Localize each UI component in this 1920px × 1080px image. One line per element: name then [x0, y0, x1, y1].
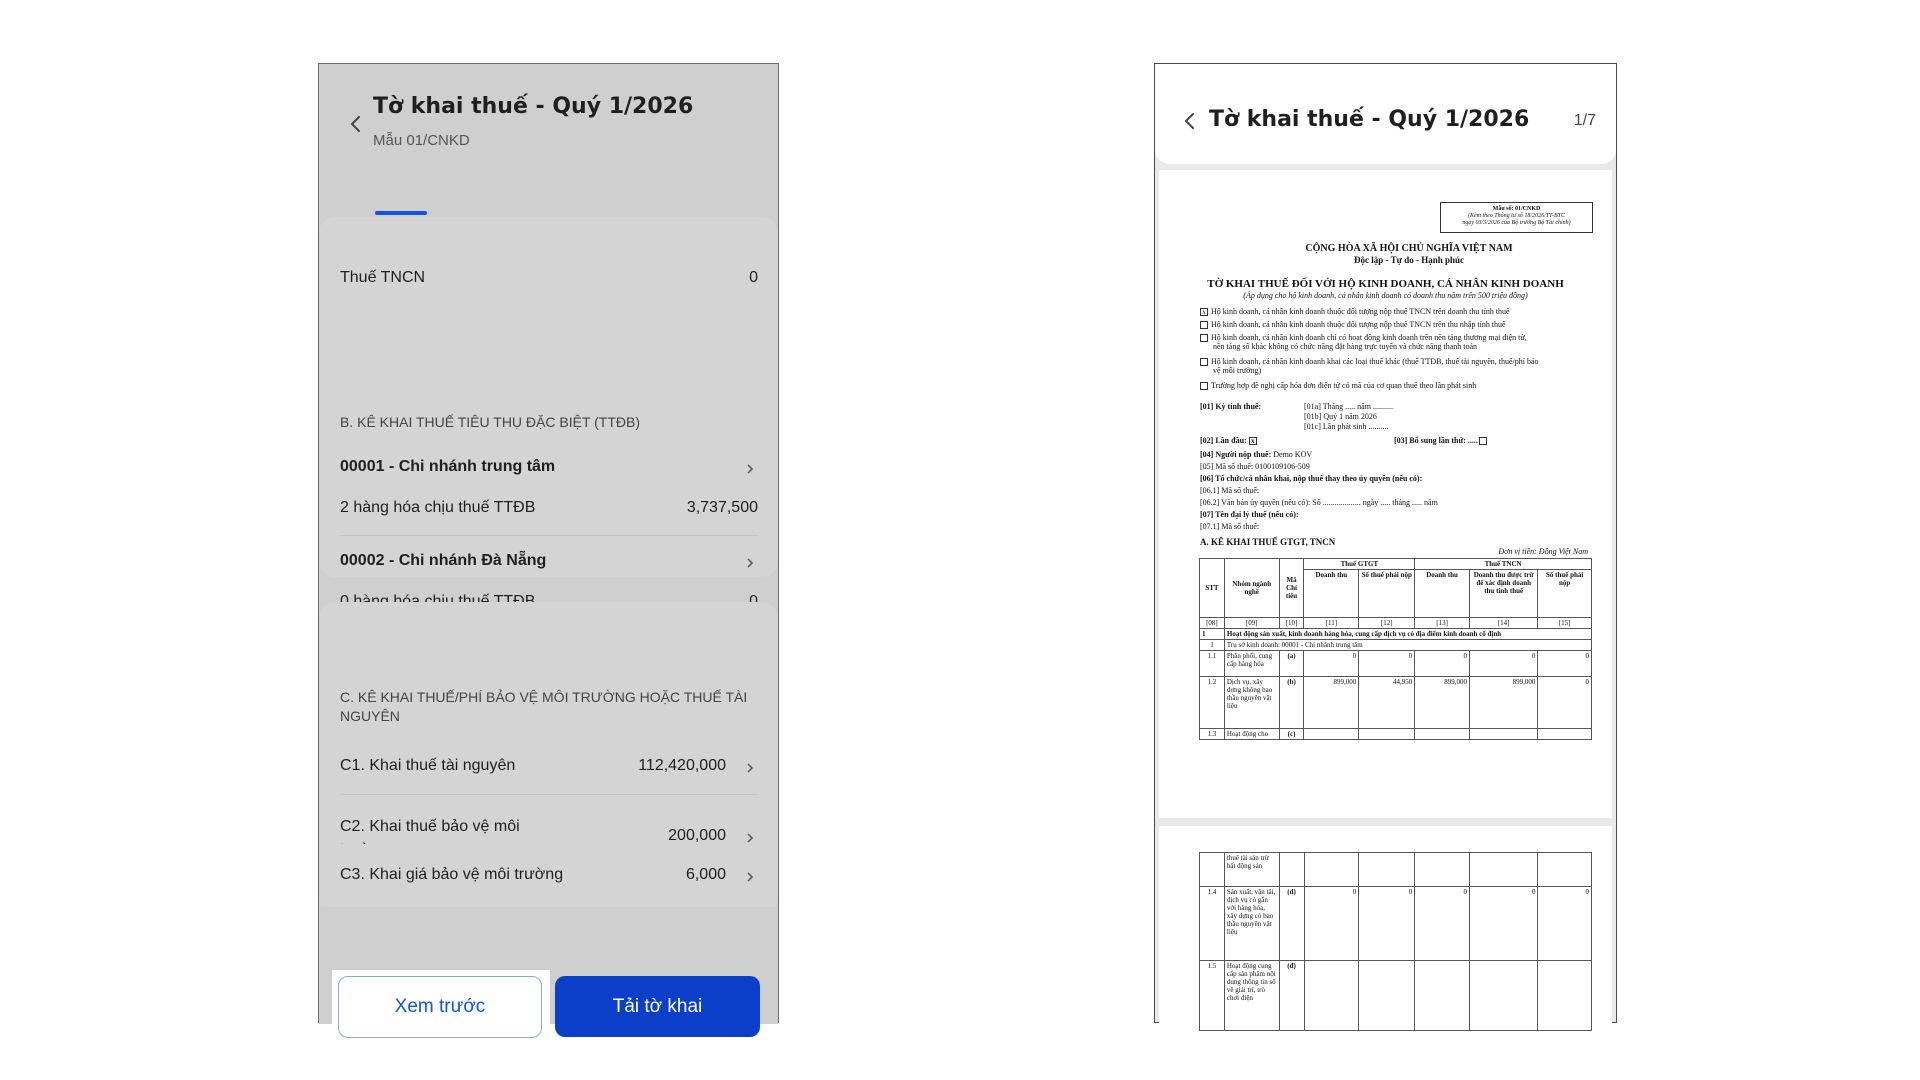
branch-detail-label: 2 hàng hóa chịu thuế TTĐB [340, 499, 536, 516]
cell-value: 0 [1415, 651, 1470, 677]
form-note: (Kèm theo Thông tư số 18/2026/TT-BTC [1467, 213, 1565, 219]
cell-value [1415, 853, 1470, 887]
cell-name: Sản xuất, vận tải, dịch vụ có gắn với hàng hóa, xây dựng có bao thầu nguyên vật liệu [1224, 887, 1279, 961]
cell-value: 899,000 [1415, 677, 1470, 729]
preview-header [1155, 64, 1616, 164]
download-button[interactable]: Tải tờ khai [555, 976, 760, 1037]
chevron-right-icon [744, 832, 756, 844]
cell-value: 0 [1538, 887, 1592, 961]
c2-label: C2. Khai thuế bảo vệ môi [340, 818, 520, 835]
checkbox-text: Hộ kinh doanh, cá nhân kinh doanh thuộc đối tượng nộp thuế TNCN trên doanh thu tính thuế [1211, 307, 1510, 316]
chevron-right-icon [744, 557, 756, 569]
cell-name: thuê tài sản trừ bất động sản [1224, 853, 1279, 887]
cell-code: (a) [1279, 651, 1304, 677]
cell-value: 0 [1415, 887, 1470, 961]
checkbox-text: Hộ kinh doanh, cá nhân kinh doanh khai các loại thuế khác (thuế TTĐB, thuế tài nguyên, thuế/phí bảo [1211, 357, 1539, 366]
page-indicator: 1/7 [1573, 112, 1596, 129]
first-time-line [1200, 436, 1260, 445]
period-01a: [01a] Tháng ..... năm .......... [1304, 402, 1393, 411]
cell-value: 0 [1469, 651, 1537, 677]
code-cell: [15] [1538, 618, 1592, 629]
country-name: CỘNG HÒA XÃ HỘI CHỦ NGHĨA VIỆT NAM [1305, 243, 1513, 254]
section-b-card [319, 327, 778, 577]
taxpayer-line [1200, 450, 1312, 459]
cell-value [1470, 853, 1538, 887]
cell-value: 899,000 [1304, 677, 1359, 729]
chevron-left-icon [341, 109, 371, 139]
code-cell: [10] [1279, 618, 1304, 629]
cell-value: 44,950 [1359, 677, 1415, 729]
cell-stt: 1.3 [1200, 729, 1225, 740]
header-stt: STT [1200, 559, 1225, 618]
cell-value [1469, 729, 1537, 740]
agent-tax-code: [07.1] Mã số thuế: [1200, 522, 1260, 531]
cell-name: Phân phối, cung cấp hàng hóa [1224, 651, 1279, 677]
preview-highlight [332, 970, 550, 1045]
taxpayer-value: Demo KOV [1273, 450, 1313, 459]
table-row [1200, 629, 1592, 640]
checkbox-line [1200, 381, 1476, 390]
cell-value [1304, 729, 1359, 740]
chevron-left-icon [1175, 106, 1205, 136]
c1-label: C1. Khai thuế tài nguyên [340, 757, 516, 774]
checkbox-line [1200, 333, 1527, 342]
currency-unit: Đơn vị tiền: Đồng Việt Nam [1498, 547, 1588, 556]
cell-code: (b) [1279, 677, 1304, 729]
cell-stt: 1.2 [1200, 677, 1225, 729]
checkbox-text-cont: vệ môi trường) [1213, 366, 1262, 375]
page-title: Tờ khai thuế - Quý 1/2026 [373, 94, 694, 119]
cell-value: 0 [1359, 887, 1415, 961]
header-tncn: Thuế TNCN [1415, 559, 1592, 570]
checkbox [1200, 334, 1208, 342]
checkbox [1479, 437, 1487, 445]
branch-name: 00002 - Chi nhánh Đà Nẵng [340, 552, 547, 569]
tax-table [1199, 558, 1592, 740]
checkbox [1200, 382, 1208, 390]
cell-value [1304, 961, 1359, 1031]
tax-declaration-screen [318, 63, 779, 1023]
cell-value [1304, 853, 1359, 887]
table-row [1200, 640, 1592, 651]
period-01c: [01c] Lần phát sinh .......... [1304, 422, 1389, 431]
cell-value: 899,000 [1469, 677, 1537, 729]
checkbox-text: Trường hợp đề nghị cấp hóa đơn điện tử có mã của cơ quan thuế theo lần phát sinh [1211, 381, 1477, 390]
page-subtitle: Mẫu 01/CNKD [373, 132, 470, 149]
chevron-right-icon [744, 762, 756, 774]
header-ma: Mã Chỉ tiêu [1279, 559, 1304, 618]
code-cell: [14] [1469, 618, 1537, 629]
checkbox [1200, 358, 1208, 366]
code-cell: [12] [1359, 618, 1415, 629]
section-a-heading: A. KÊ KHAI THUẾ GTGT, TNCN [1200, 537, 1336, 547]
cell-value [1470, 961, 1538, 1031]
active-tab-indicator [375, 211, 427, 215]
c2-value: 200,000 [668, 827, 726, 844]
code-row [1200, 618, 1592, 629]
document-page-1 [1159, 170, 1612, 818]
cell-code: (d) [1279, 887, 1304, 961]
cell-value [1538, 853, 1592, 887]
cell-value [1538, 729, 1592, 740]
screen-header [319, 64, 778, 217]
checkbox-line [1200, 357, 1539, 366]
cell-stt: 1.4 [1200, 887, 1225, 961]
cell-stt: 1.5 [1200, 961, 1225, 1031]
divider [340, 794, 758, 795]
cell-value [1538, 961, 1592, 1031]
cell-value [1415, 961, 1470, 1031]
chevron-right-icon [744, 463, 756, 475]
tncn-label: Thuế TNCN [340, 269, 426, 286]
cell-code [1279, 853, 1304, 887]
cell-value [1359, 729, 1415, 740]
header-gtgt: Thuế GTGT [1304, 559, 1415, 570]
header-doanh-thu-tncn: Doanh thu [1415, 570, 1470, 618]
cell-value: 0 [1304, 887, 1359, 961]
cell-value: 0 [1304, 651, 1359, 677]
chevron-right-icon [744, 871, 756, 883]
cell-value [1359, 853, 1415, 887]
header-nhom: Nhóm ngành nghề [1224, 559, 1279, 618]
branch-name: 00001 - Chi nhánh trung tâm [340, 458, 556, 475]
preview-title: Tờ khai thuế - Quý 1/2026 [1209, 107, 1530, 132]
back-button[interactable] [1175, 106, 1205, 136]
checkbox-text: Hộ kinh doanh, cá nhân kinh doanh chỉ có hoạt động kinh doanh trên nền tảng thương mại điện tử, [1211, 333, 1527, 342]
document-preview-screen [1154, 63, 1617, 1023]
divider [340, 535, 758, 536]
c3-value: 6,000 [685, 866, 726, 883]
form-number: Mẫu số: 01/CNKD [1492, 206, 1541, 212]
authorization-line: [06.2] Văn bản ủy quyền (nếu có): Số ................... ngày ..... tháng ..... năm [1200, 498, 1438, 507]
header-phai-nop-tncn: Số thuế phải nộp [1538, 570, 1592, 618]
section-c-heading: C. KÊ KHAI THUẾ/PHÍ BẢO VỆ MÔI TRƯỜNG HOẶC THUẾ TÀI NGUYÊN [340, 689, 748, 724]
c3-row[interactable] [319, 844, 778, 914]
supplement-label: [03] Bổ sung lần thứ: ..... [1394, 436, 1478, 445]
table-row [1200, 961, 1592, 1031]
agent-line: [07] Tên đại lý thuế (nếu có): [1200, 510, 1299, 519]
code-cell: [09] [1224, 618, 1279, 629]
back-button[interactable] [341, 109, 371, 139]
cell-stt [1200, 853, 1225, 887]
document-subtitle: (Áp dụng cho hộ kinh doanh, cá nhân kinh doanh có doanh thu năm trên 500 triệu đồng) [1243, 291, 1528, 300]
tncn-value: 0 [749, 269, 758, 286]
period-01b: [01b] Quý 1 năm 2026 [1304, 412, 1377, 421]
cell-value: 0 [1538, 651, 1592, 677]
table-row [1200, 677, 1592, 729]
cell-branch: Trụ sở kinh doanh: 00001 - Chi nhánh trung tâm [1224, 640, 1591, 651]
code-cell: [08] [1200, 618, 1225, 629]
cell-value: 0 [1359, 651, 1415, 677]
motto: Độc lập - Tự do - Hạnh phúc [1353, 255, 1464, 265]
cell-activity: Hoạt động sản xuất, kinh doanh hàng hóa, cung cấp dịch vụ có địa điểm kinh doanh cố định [1224, 629, 1591, 640]
cell-name: Hoạt động cung cấp sản phẩm nội dung thông tin số về giải trí, trò chơi điện [1224, 961, 1279, 1031]
checkbox-text: Hộ kinh doanh, cá nhân kinh doanh thuộc đối tượng nộp thuế TNCN trên thu nhập tính thuế [1211, 320, 1506, 329]
form-number-box [1440, 202, 1593, 233]
checkbox-checked: x [1200, 308, 1208, 316]
table-row [1200, 651, 1592, 677]
header-doanh-thu: Doanh thu [1304, 570, 1359, 618]
header-duoc-tru: Doanh thu được trừ để xác định doanh thu tính thuế [1469, 570, 1537, 618]
code-cell: [13] [1415, 618, 1470, 629]
cell-value: 0 [1470, 887, 1538, 961]
checkbox-checked: x [1249, 437, 1257, 445]
tax-table-continued [1199, 852, 1592, 1031]
cell-value: 0 [1538, 677, 1592, 729]
checkbox-line [1200, 307, 1510, 316]
cell-value [1359, 961, 1415, 1031]
cell-name: Hoạt động cho [1224, 729, 1279, 740]
checkbox [1200, 321, 1208, 329]
checkbox-text-cont: nền tảng số khác không có chức năng đặt hàng trực tuyến và chức năng thanh toán [1213, 342, 1478, 351]
period-label: [01] Kỳ tính thuế: [1200, 402, 1262, 411]
table-row [1200, 729, 1592, 740]
cell-stt: 1 [1200, 629, 1225, 640]
supplement-line [1394, 436, 1490, 445]
cell-stt: 1 [1200, 640, 1225, 651]
document-page-2 [1159, 826, 1612, 1026]
cell-value [1415, 729, 1470, 740]
tax-code-line: [05] Mã số thuế: 0100109106-509 [1200, 462, 1310, 471]
cell-code: (c) [1279, 729, 1304, 740]
cell-code: (đ) [1279, 961, 1304, 1031]
code-cell: [11] [1304, 618, 1359, 629]
section-b-heading: B. KÊ KHAI THUẾ TIÊU THỤ ĐẶC BIỆT (TTĐB) [340, 414, 641, 430]
branch-detail-value: 3,737,500 [686, 499, 758, 516]
checkbox-line [1200, 320, 1506, 329]
document-title: TỜ KHAI THUẾ ĐỐI VỚI HỘ KINH DOANH, CÁ NHÂN KINH DOANH [1207, 278, 1564, 290]
c3-label: C3. Khai giá bảo vệ môi trường [340, 866, 564, 883]
c1-value: 112,420,000 [638, 757, 726, 774]
first-time-label: [02] Lần đầu: [1200, 436, 1247, 445]
cell-name: Dịch vụ, xây dựng không bao thầu nguyên vật liệu [1224, 677, 1279, 729]
header-phai-nop: Số thuế phải nộp [1359, 570, 1415, 618]
proxy-tax-code: [06.1] Mã số thuế: [1200, 486, 1260, 495]
table-row [1200, 887, 1592, 961]
form-note: ngày 03/3/2026 của Bộ trưởng Bộ Tài chính) [1462, 220, 1571, 226]
preview-button[interactable]: Xem trước [338, 976, 542, 1038]
cell-stt: 1.1 [1200, 651, 1225, 677]
taxpayer-label: [04] Người nộp thuế: [1200, 450, 1272, 459]
proxy-line: [06] Tổ chức/cá nhân khai, nộp thuế thay theo ủy quyền (nếu có): [1200, 474, 1423, 483]
table-row [1200, 853, 1592, 887]
